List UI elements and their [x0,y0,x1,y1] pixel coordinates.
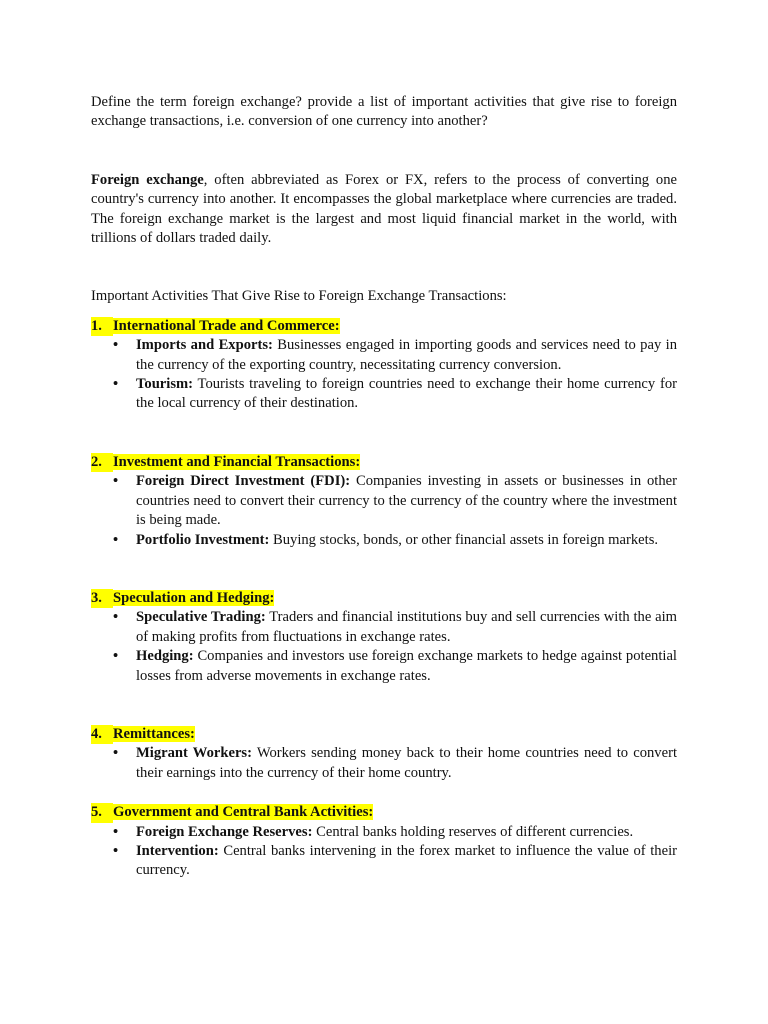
bullet-icon: • [113,609,119,626]
document-page [91,93,677,881]
section-title-text: Government and Central Bank Activities: [113,804,374,821]
list-item [91,842,677,881]
definition-paragraph [91,171,677,249]
definition-term: Foreign exchange [91,171,204,188]
bullet-icon: • [113,842,119,859]
item-label: Intervention: [136,842,219,859]
item-label: Speculative Trading: [136,609,266,626]
item-label: Portfolio Investment: [136,531,270,548]
section-3 [91,589,677,686]
bullet-list [91,608,677,686]
list-item [91,608,677,647]
bullet-list [91,744,677,783]
bullet-list [91,472,677,550]
list-item [91,647,677,686]
section-number: 5. [91,803,113,822]
bullet-icon: • [113,376,119,393]
item-label: Imports and Exports: [136,337,273,354]
list-item [91,823,677,842]
item-label: Foreign Direct Investment (FDI): [136,473,351,490]
bullet-icon: • [113,531,119,548]
bullet-icon: • [113,648,119,665]
list-item [91,472,677,530]
item-text: Businesses engaged in importing goods and services need to pay in the currency of the exporting country, necessitating currency conversion. [136,337,677,373]
section-title-text: Investment and Financial Transactions: [113,453,361,470]
bullet-icon: • [113,473,119,490]
section-title-text: International Trade and Commerce: [113,317,340,334]
section-number: 3. [91,589,113,608]
section-number: 1. [91,317,113,336]
bullet-icon: • [113,337,119,354]
activities-heading: Important Activities That Give Rise to Foreign Exchange Transactions: [91,288,507,305]
section-title [91,589,677,608]
list-item [91,744,677,783]
bullet-list [91,336,677,414]
item-label: Foreign Exchange Reserves: [136,823,313,840]
section-title [91,453,677,472]
section-1 [91,317,677,414]
section-title-text: Speculation and Hedging: [113,589,275,606]
section-title [91,725,677,744]
item-text: Tourists traveling to foreign countries need to exchange their home currency for the local currency of their destination. [136,376,677,412]
bullet-icon: • [113,823,119,840]
item-text: Central banks intervening in the forex market to influence the value of their currency. [136,842,677,879]
question-paragraph: Define the term foreign exchange? provide a list of important activities that give rise to foreign exchange transactions, i.e. conversion of one currency into another? [91,94,677,130]
section-number: 2. [91,453,113,472]
section-4 [91,725,677,783]
item-text: Traders and financial institutions buy and sell currencies with the aim of making profits from fluctuations in exchange rates. [136,609,677,645]
section-number: 4. [91,725,113,744]
section-title [91,803,677,822]
section-title [91,317,677,336]
list-item [91,336,677,375]
item-label: Tourism: [136,376,194,393]
section-5 [91,803,677,881]
bullet-list [91,823,677,881]
list-item [91,375,677,414]
bullet-icon: • [113,745,119,762]
definition-text: , often abbreviated as Forex or FX, refers to the process of converting one country's currency into another. It encompasses the global marketplace where currencies are traded. The foreign exchange market is the largest and most liquid financial market in the world, with trillions of dollars traded daily. [91,171,677,247]
list-item [91,531,677,550]
item-label: Hedging: [136,648,194,665]
section-title-text: Remittances: [113,725,195,742]
item-text: Companies and investors use foreign exchange markets to hedge against potential losses from adverse movements in exchange rates. [136,648,677,684]
item-text: Workers sending money back to their home countries need to convert their earnings into the currency of their home country. [136,745,677,781]
section-2 [91,453,677,550]
item-text: Central banks holding reserves of different currencies. [312,823,634,840]
item-label: Migrant Workers: [136,745,252,762]
item-text: Companies investing in assets or businesses in other countries need to convert their currency to the currency of the country where the investment is being made. [136,473,677,529]
item-text: Buying stocks, bonds, or other financial assets in foreign markets. [269,531,659,548]
